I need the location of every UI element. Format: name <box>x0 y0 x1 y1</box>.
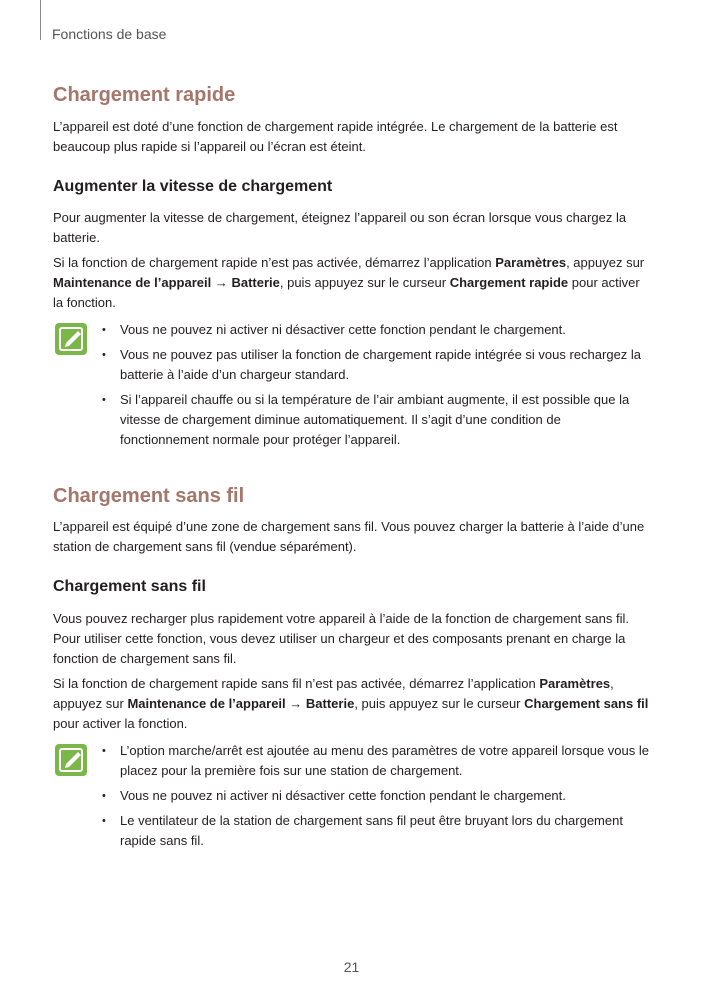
paragraph-instructions: Si la fonction de chargement rapide sans fil n’est pas activée, démarrez l’application Paramètres, appuyez sur Maintenance de l’appareil → Batterie, puis appuyez sur le curseur Chargement sans fil pour activer la fonction. <box>53 676 649 731</box>
note-icon <box>54 322 88 356</box>
list-item: • Si l’appareil chauffe ou si la température de l’air ambiant augmente, il est possible que la vitesse de chargement diminue automatiquement. Il s’agit d’une condition de fonctionnement normale pour protéger l’appareil. <box>102 392 630 447</box>
list-item: • Le ventilateur de la station de chargement sans fil peut être bruyant lors du chargement rapide sans fil. <box>102 813 623 848</box>
section-title-fast-charging: Chargement rapide <box>53 84 236 106</box>
paragraph-instructions: Si la fonction de chargement rapide n’est pas activée, démarrez l’application Paramètres, appuyez sur Maintenance de l’appareil → Batterie, puis appuyez sur le curseur Chargement rapide pour activer la fonction. <box>53 255 645 310</box>
section-title-wireless-charging: Chargement sans fil <box>53 485 245 507</box>
page-number: 21 <box>343 959 360 975</box>
note-list <box>100 320 650 455</box>
list-item: • Vous ne pouvez ni activer ni désactiver cette fonction pendant le chargement. <box>102 322 566 337</box>
section-intro: L’appareil est équipé d’une zone de chargement sans fil. Vous pouvez charger la batterie à l’aide d’une station de chargement sans fil (vendue séparément). <box>53 519 645 554</box>
subsection-title: Augmenter la vitesse de chargement <box>53 178 333 195</box>
paragraph: Pour augmenter la vitesse de chargement, éteignez l’appareil ou son écran lorsque vous chargez la batterie. <box>53 210 627 245</box>
subsection-title: Chargement sans fil <box>53 578 206 595</box>
list-item: • L’option marche/arrêt est ajoutée au menu des paramètres de votre appareil lorsque vous le placez pour la première fois sur une station de chargement. <box>102 743 649 778</box>
list-item: • Vous ne pouvez pas utiliser la fonction de chargement rapide intégrée si vous rechargez la batterie à l’aide d’un chargeur standard. <box>102 347 642 382</box>
note-icon <box>54 743 88 777</box>
list-item: • Vous ne pouvez ni activer ni désactiver cette fonction pendant le chargement. <box>102 788 566 803</box>
header-rule <box>40 0 41 40</box>
note-list <box>100 741 650 856</box>
section-intro: L’appareil est doté d’une fonction de chargement rapide intégrée. Le chargement de la batterie est beaucoup plus rapide si l’appareil ou l’écran est éteint. <box>53 119 618 154</box>
page-header: Fonctions de base <box>52 26 167 42</box>
paragraph: Vous pouvez recharger plus rapidement votre appareil à l’aide de la fonction de chargement sans fil. Pour utiliser cette fonction, vous devez utiliser un chargeur et des composants prenant en charge la fonction de chargement sans fil. <box>53 611 629 666</box>
